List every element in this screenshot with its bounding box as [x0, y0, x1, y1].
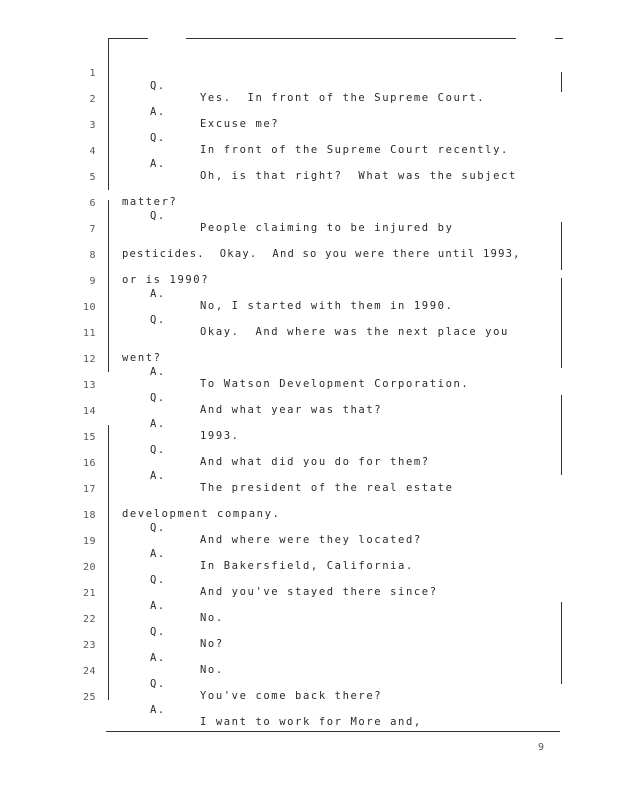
- line-text: And where were they located?: [200, 534, 422, 546]
- left-margin-rule: [108, 425, 109, 700]
- line-text: No.: [200, 664, 224, 676]
- line-number: 23: [82, 640, 96, 651]
- speaker-label: Q.: [150, 80, 166, 92]
- top-border-right: [555, 38, 563, 39]
- line-text: And what year was that?: [200, 404, 383, 416]
- right-margin-rule: [561, 602, 562, 684]
- speaker-label: A.: [150, 548, 166, 560]
- line-text: went?: [122, 352, 162, 364]
- left-margin-rule: [108, 200, 109, 372]
- line-number: 11: [82, 328, 96, 339]
- right-margin-rule: [561, 278, 562, 368]
- line-number: 22: [82, 614, 96, 625]
- line-text: In Bakersfield, California.: [200, 560, 414, 572]
- line-text: No?: [200, 638, 224, 650]
- line-number: 3: [89, 120, 96, 131]
- line-text: And you've stayed there since?: [200, 586, 438, 598]
- left-margin-rule: [108, 38, 109, 190]
- line-text: No.: [200, 612, 224, 624]
- line-number: 18: [82, 510, 96, 521]
- top-border-left: [108, 38, 148, 39]
- line-text: People claiming to be injured by: [200, 222, 454, 234]
- line-text: Okay. And where was the next place you: [200, 326, 509, 338]
- speaker-label: Q.: [150, 314, 166, 326]
- speaker-label: Q.: [150, 522, 166, 534]
- line-text: Excuse me?: [200, 118, 280, 130]
- speaker-label: A.: [150, 704, 166, 716]
- line-number: 2: [89, 94, 96, 105]
- line-number: 15: [82, 432, 96, 443]
- speaker-label: A.: [150, 366, 166, 378]
- bottom-border: [106, 731, 560, 732]
- line-number: 12: [82, 354, 96, 365]
- speaker-label: Q.: [150, 574, 166, 586]
- line-number: 8: [89, 250, 96, 261]
- top-border-mid: [186, 38, 516, 39]
- line-text: matter?: [122, 196, 178, 208]
- speaker-label: A.: [150, 158, 166, 170]
- line-text: Oh, is that right? What was the subject: [200, 170, 517, 182]
- line-number: 13: [82, 380, 96, 391]
- speaker-label: Q.: [150, 210, 166, 222]
- speaker-label: A.: [150, 600, 166, 612]
- speaker-label: A.: [150, 418, 166, 430]
- line-text: or is 1990?: [122, 274, 210, 286]
- speaker-label: A.: [150, 106, 166, 118]
- line-text: In front of the Supreme Court recently.: [200, 144, 509, 156]
- line-text: You've come back there?: [200, 690, 383, 702]
- line-number: 24: [82, 666, 96, 677]
- speaker-label: Q.: [150, 626, 166, 638]
- line-text: I want to work for More and,: [200, 716, 422, 728]
- speaker-label: A.: [150, 288, 166, 300]
- line-text: No, I started with them in 1990.: [200, 300, 454, 312]
- line-number: 6: [89, 198, 96, 209]
- line-text: Yes. In front of the Supreme Court.: [200, 92, 486, 104]
- line-number: 9: [89, 276, 96, 287]
- line-number: 14: [82, 406, 96, 417]
- line-number: 1: [89, 68, 96, 79]
- speaker-label: Q.: [150, 444, 166, 456]
- line-number: 17: [82, 484, 96, 495]
- line-number: 5: [89, 172, 96, 183]
- speaker-label: Q.: [150, 392, 166, 404]
- line-text: The president of the real estate: [200, 482, 454, 494]
- line-number: 16: [82, 458, 96, 469]
- speaker-label: Q.: [150, 678, 166, 690]
- speaker-label: Q.: [150, 132, 166, 144]
- line-number: 7: [89, 224, 96, 235]
- line-number: 19: [82, 536, 96, 547]
- line-text: development company.: [122, 508, 281, 520]
- line-text: 1993.: [200, 430, 240, 442]
- page-number: 9: [537, 742, 544, 753]
- line-number: 4: [89, 146, 96, 157]
- line-text: To Watson Development Corporation.: [200, 378, 470, 390]
- right-margin-rule: [561, 395, 562, 475]
- line-text: And what did you do for them?: [200, 456, 430, 468]
- speaker-label: A.: [150, 652, 166, 664]
- line-number: 25: [82, 692, 96, 703]
- right-margin-rule: [561, 222, 562, 270]
- line-number: 20: [82, 562, 96, 573]
- line-text: pesticides. Okay. And so you were there until 1993,: [122, 248, 521, 260]
- right-margin-rule: [561, 72, 562, 92]
- line-number: 10: [82, 302, 96, 313]
- speaker-label: A.: [150, 470, 166, 482]
- line-number: 21: [82, 588, 96, 599]
